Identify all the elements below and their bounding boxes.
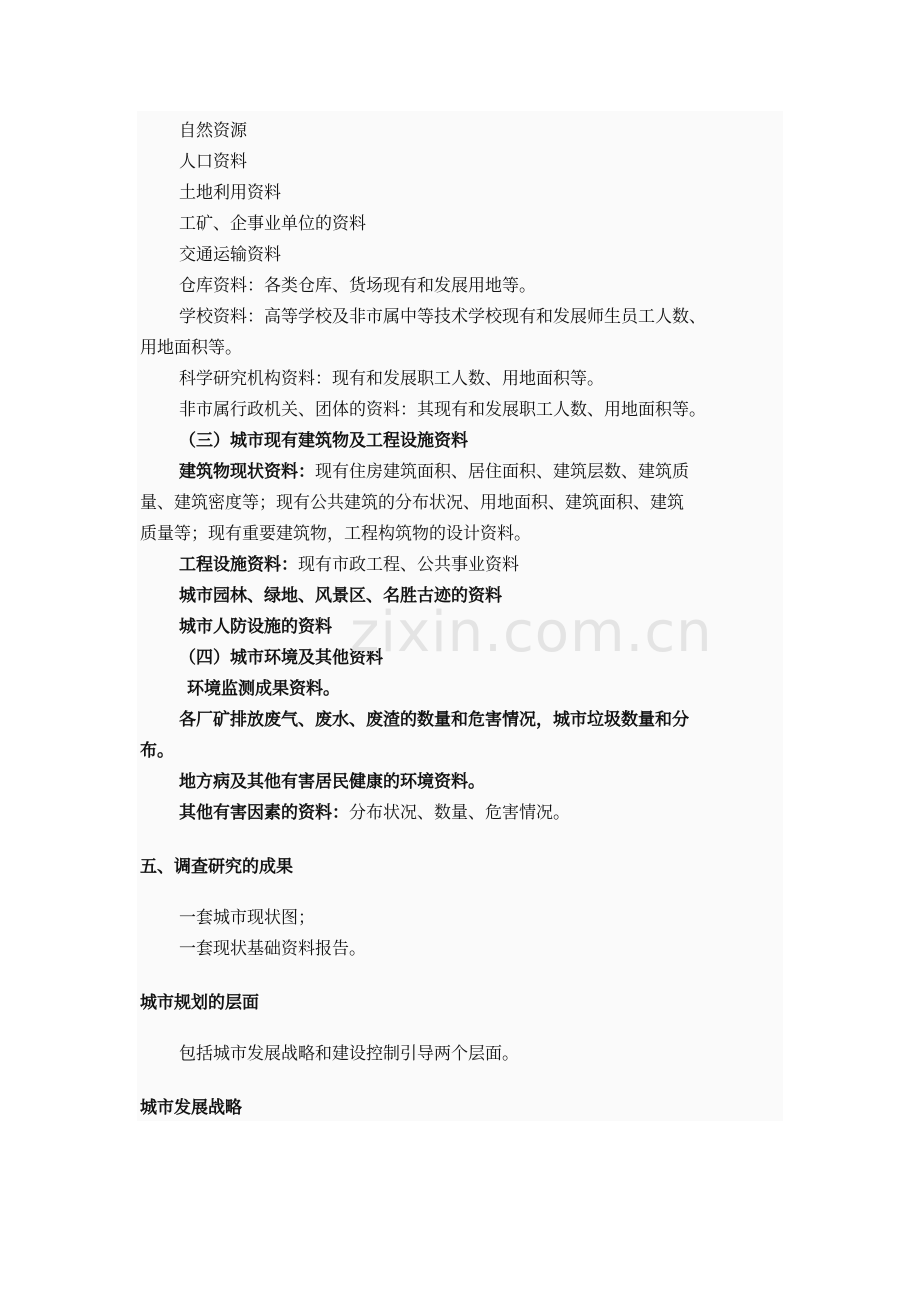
text-line: 用地面积等。	[140, 338, 242, 358]
text-line: 科学研究机构资料：现有和发展职工人数、用地面积等。	[179, 369, 604, 389]
section-heading: （四）城市环境及其他资料	[179, 648, 383, 668]
text-line: 交通运输资料	[179, 245, 281, 265]
text-line: 建筑物现状资料：现有住房建筑面积、居住面积、建筑层数、建筑质	[179, 462, 689, 482]
text-line: 各厂矿排放废气、废水、废渣的数量和危害情况，城市垃圾数量和分	[179, 710, 689, 730]
text-line: 包括城市发展战略和建设控制引导两个层面。	[179, 1044, 519, 1064]
text-line: 一套现状基础资料报告。	[179, 939, 366, 959]
text-line: 一套城市现状图；	[179, 908, 315, 928]
section-heading: 城市规划的层面	[140, 993, 259, 1013]
text-line: 非市属行政机关、团体的资料：其现有和发展职工人数、用地面积等。	[179, 400, 706, 420]
text-line: 其他有害因素的资料：分布状况、数量、危害情况。	[179, 803, 570, 823]
text-line: 城市园林、绿地、风景区、名胜古迹的资料	[179, 586, 502, 606]
section-heading: 五、调查研究的成果	[140, 857, 293, 877]
text-line: 土地利用资料	[179, 183, 281, 203]
text-line: 城市人防设施的资料	[179, 617, 332, 637]
section-heading: （三）城市现有建筑物及工程设施资料	[179, 431, 468, 451]
section-heading: 城市发展战略	[140, 1098, 242, 1118]
text-line: 工矿、企事业单位的资料	[179, 214, 366, 234]
document-page	[137, 111, 783, 1121]
term-label: 建筑物现状资料：	[179, 462, 315, 482]
term-label: 其他有害因素的资料：	[179, 803, 349, 823]
term-label: 工程设施资料：	[179, 555, 298, 575]
text-line: 学校资料：高等学校及非市属中等技术学校现有和发展师生员工人数、	[179, 307, 706, 327]
text-line: 人口资料	[179, 152, 247, 172]
text-line: 量、建筑密度等；现有公共建筑的分布状况、用地面积、建筑面积、建筑	[140, 493, 684, 513]
text-line: 质量等；现有重要建筑物，工程构筑物的设计资料。	[140, 524, 531, 544]
text-line: 仓库资料：各类仓库、货场现有和发展用地等。	[179, 276, 536, 296]
text-line: 工程设施资料：现有市政工程、公共事业资料	[179, 555, 519, 575]
text-line: 环境监测成果资料。	[187, 679, 340, 699]
text-line: 布。	[140, 741, 174, 761]
watermark: zixin.com.cn	[350, 600, 713, 665]
text-line: 地方病及其他有害居民健康的环境资料。	[179, 772, 485, 792]
text-line: 自然资源	[179, 121, 247, 141]
